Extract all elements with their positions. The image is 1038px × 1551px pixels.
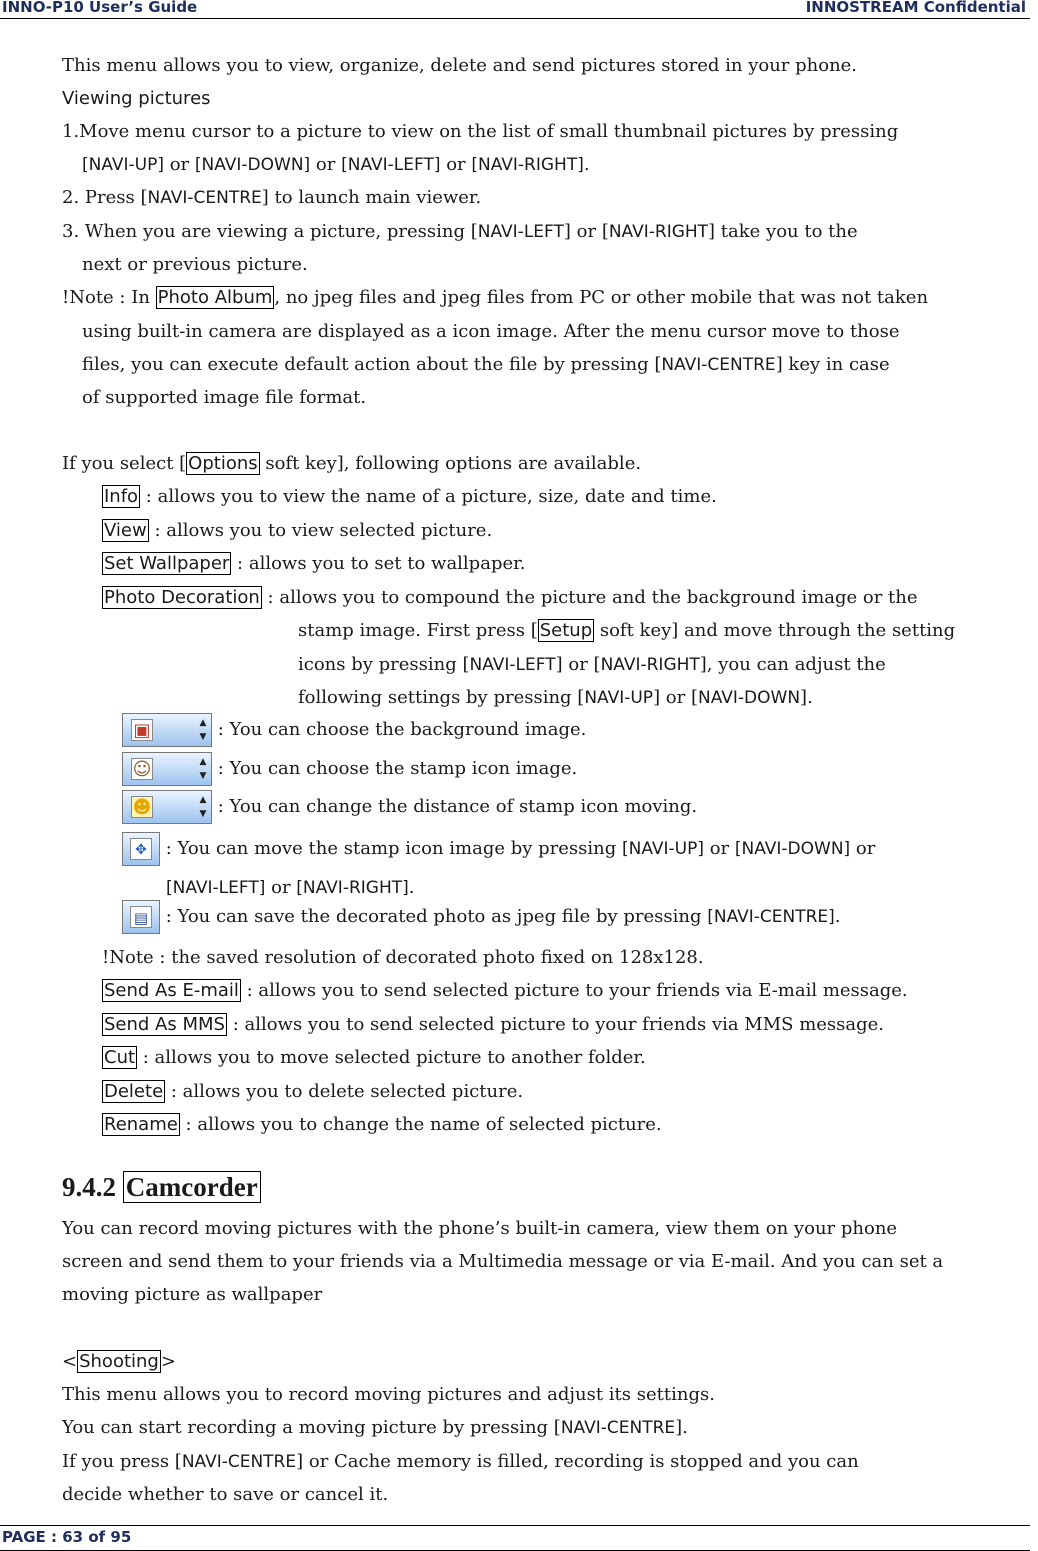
shooting-text-4: decide whether to save or cancel it. bbox=[62, 1484, 389, 1505]
photo-album-label: Photo Album bbox=[157, 287, 273, 308]
option-cut: Cut : allows you to move selected picture to another folder. bbox=[104, 1047, 646, 1068]
info-label: Info bbox=[104, 486, 139, 507]
set-wallpaper-label: Set Wallpaper bbox=[104, 553, 230, 574]
shooting-text-1: This menu allows you to record moving pictures and adjust its settings. bbox=[62, 1384, 715, 1405]
option-info: Info : allows you to view the name of a picture, size, date and time. bbox=[104, 486, 717, 507]
option-send-mms: Send As MMS : allows you to send selected picture to your friends via MMS message. bbox=[104, 1014, 885, 1035]
step-1-keys: [NAVI-UP] or [NAVI-DOWN] or [NAVI-LEFT] or [NAVI-RIGHT]. bbox=[82, 154, 590, 175]
option-send-email: Send As E-mail : allows you to send selected picture to your friends via E-mail message. bbox=[104, 980, 908, 1001]
move-arrows-icon: ✥ bbox=[122, 832, 160, 866]
rename-label: Rename bbox=[104, 1114, 178, 1135]
send-as-mms-label: Send As MMS bbox=[104, 1014, 225, 1035]
note-line-3: files, you can execute default action about the file by pressing [NAVI-CENTRE] key in case bbox=[82, 354, 890, 375]
camcorder-title: Camcorder bbox=[123, 1171, 261, 1203]
note-line-2: using built-in camera are displayed as a icon image. After the menu cursor move to those bbox=[82, 321, 900, 342]
page-footer bbox=[0, 1525, 1030, 1551]
step-1: 1.Move menu cursor to a picture to view on the list of small thumbnail pictures by pressing bbox=[62, 121, 899, 142]
option-view: View : allows you to view selected picture. bbox=[104, 520, 493, 541]
setup-label: Setup bbox=[539, 620, 593, 641]
step-3: 3. When you are viewing a picture, pressing [NAVI-LEFT] or [NAVI-RIGHT] take you to the bbox=[62, 221, 858, 242]
option-set-wallpaper: Set Wallpaper : allows you to set to wallpaper. bbox=[104, 553, 526, 574]
shooting-text-3: If you press [NAVI-CENTRE] or Cache memory is filled, recording is stopped and you can bbox=[62, 1451, 859, 1472]
key-navi-right: [NAVI-RIGHT] bbox=[471, 155, 584, 175]
camcorder-text-3: moving picture as wallpaper bbox=[62, 1284, 323, 1305]
note-line-4: of supported image file format. bbox=[82, 387, 367, 408]
option-photo-decoration: Photo Decoration : allows you to compound the picture and the background image or the bbox=[104, 587, 918, 608]
deco-line-2: stamp image. First press [ Setup soft key] and move through the setting bbox=[298, 620, 956, 641]
cut-label: Cut bbox=[104, 1047, 136, 1068]
view-label: View bbox=[104, 520, 147, 541]
photo-decoration-label: Photo Decoration bbox=[104, 587, 260, 608]
viewing-pictures-heading: Viewing pictures bbox=[62, 88, 211, 109]
shooting-label: Shooting bbox=[79, 1351, 159, 1372]
page-number: PAGE : 63 of 95 bbox=[2, 1528, 132, 1546]
stamp-distance-icon: ☻ ▲ ▼ bbox=[122, 790, 212, 824]
icon-row-move: ✥ : You can move the stamp icon image by pressing [NAVI-UP] or [NAVI-DOWN] or bbox=[122, 831, 875, 867]
icon-row-distance: ☻ ▲ ▼ : You can change the distance of stamp icon moving. bbox=[122, 789, 697, 825]
intro-text: This menu allows you to view, organize, delete and send pictures stored in your phone. bbox=[62, 55, 858, 76]
section-heading-camcorder: 9.4.2 Camcorder bbox=[62, 1172, 261, 1203]
key-navi-down: [NAVI-DOWN] bbox=[194, 155, 311, 175]
icon-row-move-cont: [NAVI-LEFT] or [NAVI-RIGHT]. bbox=[166, 877, 415, 898]
send-as-email-label: Send As E-mail bbox=[104, 980, 239, 1001]
delete-label: Delete bbox=[104, 1081, 164, 1102]
background-image-icon: ▣ ▲ ▼ bbox=[122, 713, 212, 747]
camcorder-text-1: You can record moving pictures with the phone’s built-in camera, view them on your phone bbox=[62, 1218, 898, 1239]
note-photo-album: !Note : In Photo Album , no jpeg files and jpeg files from PC or other mobile that was not taken bbox=[62, 287, 929, 308]
page-header bbox=[0, 0, 1030, 19]
icon-row-save: ▤ : You can save the decorated photo as jpeg file by pressing [NAVI-CENTRE]. bbox=[122, 899, 841, 935]
save-disk-icon: ▤ bbox=[122, 900, 160, 934]
step-3-cont: next or previous picture. bbox=[82, 254, 308, 275]
icon-row-stamp: ☺ ▲ ▼ : You can choose the stamp icon image. bbox=[122, 751, 577, 787]
camcorder-text-2: screen and send them to your friends via a Multimedia message or via E-mail. And you can set a bbox=[62, 1251, 944, 1272]
step-2: 2. Press [NAVI-CENTRE] to launch main viewer. bbox=[62, 187, 482, 208]
key-navi-up: [NAVI-UP] bbox=[82, 155, 164, 175]
options-label: Options bbox=[188, 453, 258, 474]
header-confidential: INNOSTREAM Confidential bbox=[805, 0, 1026, 16]
header-title: INNO-P10 User’s Guide bbox=[2, 0, 198, 16]
option-delete: Delete : allows you to delete selected picture. bbox=[104, 1081, 524, 1102]
deco-line-4: following settings by pressing [NAVI-UP] or [NAVI-DOWN]. bbox=[298, 687, 813, 708]
shooting-heading: < Shooting > bbox=[62, 1351, 176, 1372]
key-navi-left: [NAVI-LEFT] bbox=[341, 155, 441, 175]
option-rename: Rename : allows you to change the name of selected picture. bbox=[104, 1114, 662, 1135]
shooting-text-2: You can start recording a moving picture by pressing [NAVI-CENTRE]. bbox=[62, 1417, 688, 1438]
deco-line-3: icons by pressing [NAVI-LEFT] or [NAVI-RIGHT], you can adjust the bbox=[298, 654, 886, 675]
icon-row-background: ▣ ▲ ▼ : You can choose the background image. bbox=[122, 712, 586, 748]
stamp-image-icon: ☺ ▲ ▼ bbox=[122, 752, 212, 786]
options-intro: If you select [ Options soft key], following options are available. bbox=[62, 453, 642, 474]
note-resolution: !Note : the saved resolution of decorated photo fixed on 128x128. bbox=[102, 947, 704, 968]
